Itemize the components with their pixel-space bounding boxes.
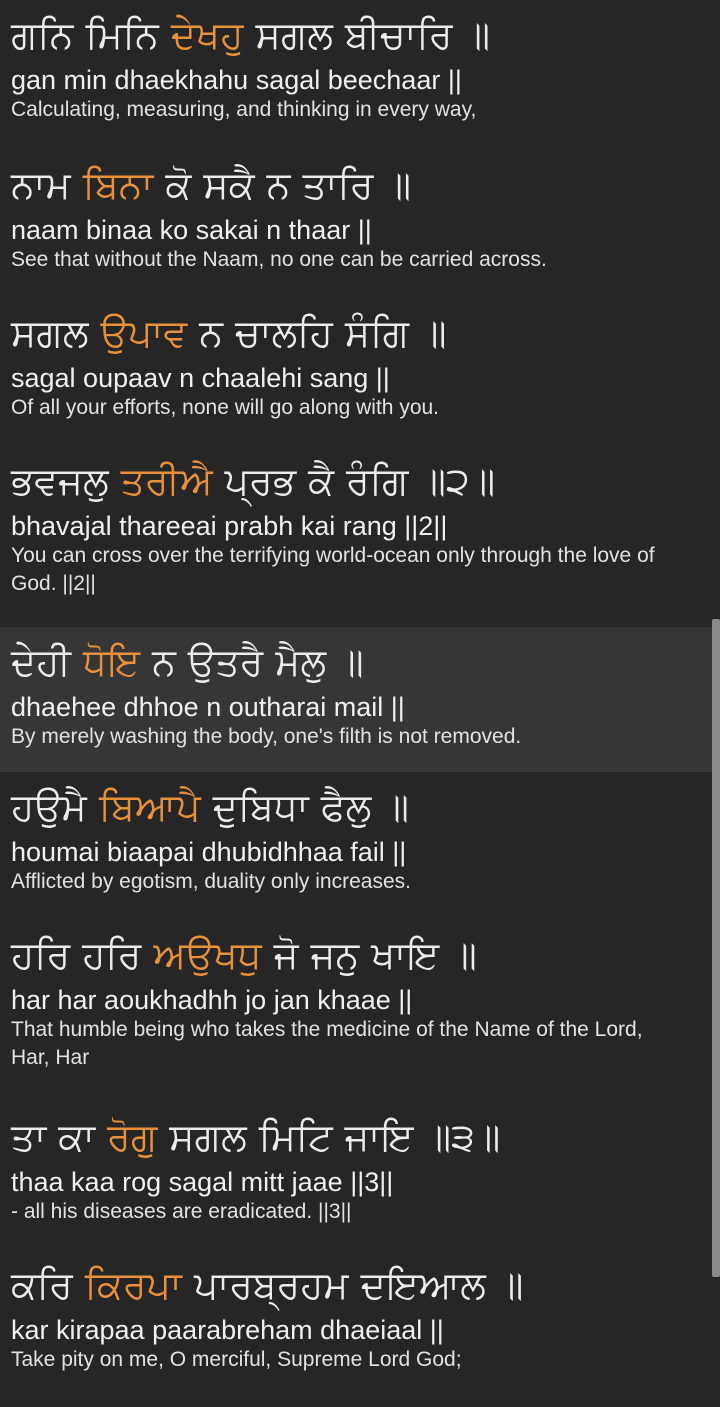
gurmukhi-text: ਪਾਰਬ੍ਰਹਮ ਦਇਆਲ ॥ <box>181 1263 524 1307</box>
gurmukhi-text: ਨ ਉਤਰੈ ਮੈਲੁ ॥ <box>139 640 364 684</box>
gurmukhi-highlighted-word: ਬਿਨਾ <box>82 163 154 207</box>
transliteration-line: dhaehee dhhoe n outharai mail || <box>11 692 405 722</box>
transliteration-line: naam binaa ko sakai n thaar || <box>11 215 372 245</box>
gurmukhi-text: ਕੋ ਸਕੈ ਨ ਤਾਰਿ ॥ <box>153 163 412 207</box>
gurmukhi-text: ਹਰਿ ਹਰਿ <box>11 933 154 977</box>
verse-item[interactable] <box>0 298 712 446</box>
translation-line: Afflicted by egotism, duality only increases. <box>11 870 411 893</box>
gurmukhi-line <box>11 1262 712 1308</box>
gurmukhi-text: ਸਗਲ ਬੀਚਾਰਿ ॥ <box>243 13 491 57</box>
verse-item[interactable] <box>0 446 712 627</box>
gurmukhi-line <box>11 932 712 978</box>
gurmukhi-line <box>11 458 712 504</box>
gurmukhi-highlighted-word: ਰੋਗੁ <box>107 1115 158 1159</box>
transliteration-line: houmai biaapai dhubidhhaa fail || <box>11 837 407 867</box>
gurmukhi-text: ਭਵਜਲੁ <box>11 459 121 503</box>
gurmukhi-line <box>11 310 712 356</box>
gurmukhi-text: ਤਾ ਕਾ <box>11 1115 108 1159</box>
transliteration-line: sagal oupaav n chaalehi sang || <box>11 363 390 393</box>
gurmukhi-highlighted-word: ਉਪਾਵ <box>100 311 188 355</box>
verse-item[interactable] <box>0 772 712 920</box>
gurmukhi-line <box>11 639 712 685</box>
scrollbar-thumb[interactable] <box>712 619 720 1277</box>
gurmukhi-line <box>11 784 712 830</box>
verse-item[interactable] <box>0 1250 712 1407</box>
verse-item[interactable] <box>0 1102 712 1250</box>
gurmukhi-text: ਕਰਿ <box>11 1263 85 1307</box>
gurmukhi-line <box>11 12 712 58</box>
translation-line: You can cross over the terrifying world-ocean only through the love of God. ||2|| <box>11 544 655 595</box>
gurmukhi-line <box>11 1114 712 1160</box>
transliteration-line: gan min dhaekhahu sagal beechaar || <box>11 65 462 95</box>
verse-item[interactable] <box>0 0 712 150</box>
gurmukhi-highlighted-word: ਬਿਆਪੈ <box>98 785 201 829</box>
verse-item[interactable] <box>0 920 712 1102</box>
gurmukhi-text: ਨਾਮ <box>11 163 83 207</box>
translation-line: By merely washing the body, one's filth is not removed. <box>11 725 522 748</box>
verse-item[interactable] <box>0 150 712 298</box>
translation-line: See that without the Naam, no one can be carried across. <box>11 248 547 271</box>
gurmukhi-text: ਨ ਚਾਲਹਿ ਸੰਗਿ ॥ <box>187 311 447 355</box>
gurmukhi-text: ਦੁਬਿਧਾ ਫੈਲੁ ॥ <box>200 785 409 829</box>
gurmukhi-highlighted-word: ਕਿਰਪਾ <box>84 1263 182 1307</box>
transliteration-line: thaa kaa rog sagal mitt jaae ||3|| <box>11 1167 394 1197</box>
gurmukhi-highlighted-word: ਅਉਖਧੁ <box>153 933 262 977</box>
verse-item-selected[interactable] <box>0 627 712 772</box>
gurmukhi-text: ਗਨਿ ਮਿਨਿ <box>11 13 171 57</box>
translation-line: Of all your efforts, none will go along with you. <box>11 396 440 419</box>
translation-line: - all his diseases are eradicated. ||3|| <box>11 1200 352 1223</box>
gurmukhi-highlighted-word: ਦੇਖਹੁ <box>170 13 244 57</box>
translation-line: Calculating, measuring, and thinking in every way, <box>11 98 477 121</box>
gurmukhi-highlighted-word: ਧੋਇ <box>83 640 140 684</box>
gurmukhi-text: ਹਉਮੈ <box>11 785 99 829</box>
gurmukhi-text: ਸਗਲ <box>11 311 101 355</box>
transliteration-line: har har aoukhadhh jo jan khaae || <box>11 985 413 1015</box>
transliteration-line: bhavajal thareeai prabh kai rang ||2|| <box>11 511 448 541</box>
translation-line: Take pity on me, O merciful, Supreme Lord God; <box>11 1348 462 1371</box>
gurmukhi-text: ਜੋ ਜਨੁ ਖਾਇ ॥ <box>261 933 477 977</box>
gurmukhi-line <box>11 162 712 208</box>
translation-line: That humble being who takes the medicine of the Name of the Lord, Har, Har <box>11 1018 643 1069</box>
gurmukhi-highlighted-word: ਤਰੀਐ <box>120 459 213 503</box>
gurmukhi-text: ਦੇਹੀ <box>11 640 84 684</box>
gurmukhi-text: ਪ੍ਰਭ ਕੈ ਰੰਗਿ ॥੨॥ <box>212 459 496 503</box>
scrollbar-track[interactable] <box>712 0 720 1407</box>
gurmukhi-text: ਸਗਲ ਮਿਟਿ ਜਾਇ ॥੩॥ <box>157 1115 501 1159</box>
transliteration-line: kar kirapaa paarabreham dhaeiaal || <box>11 1315 444 1345</box>
